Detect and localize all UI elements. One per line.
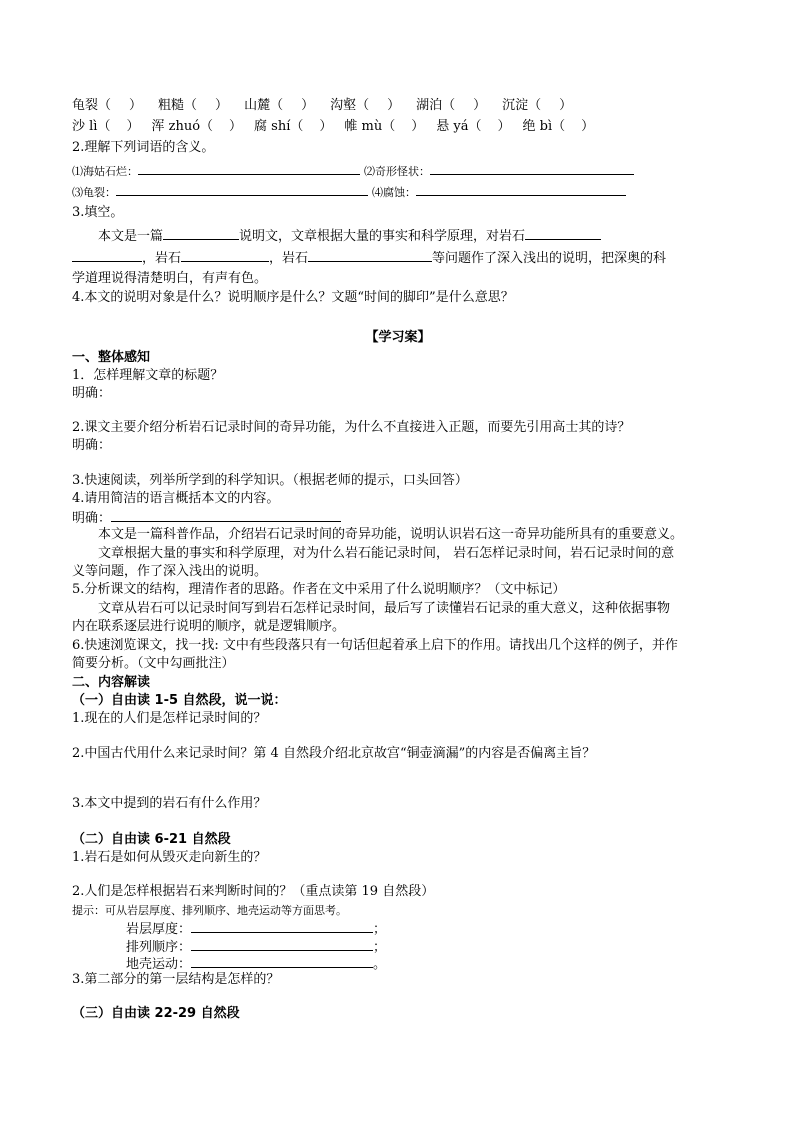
q4-question: 4.本文的说明对象是什么？说明顺序是什么？文题“时间的脚印”是什么意思？ (72, 290, 514, 305)
part2-s2q3: 3.第二部分的第一层结构是怎样的？ (72, 972, 280, 987)
q3-text-e: 等问题作了深入浅出的说明，把深奥的科 (432, 251, 667, 266)
vocab-item: 沟壑（ (330, 98, 370, 113)
vocab-item: 山麓（ (244, 98, 284, 113)
section-title: 【学习案】 (365, 330, 431, 345)
term-1-blank[interactable] (138, 160, 360, 175)
hint-thickness-blank[interactable] (191, 918, 373, 933)
q3-blank-2[interactable] (525, 225, 601, 240)
hint-thickness-label: 岩层厚度： (126, 922, 192, 937)
vocab-item: 腐 shí（ (254, 119, 304, 134)
part1-p4a: 本文是一篇科普作品，介绍岩石记录时间的奇异功能，说明认识岩石这一奇异功能所具有的重要意义。 (98, 527, 684, 542)
part1-ming4: 明确： (72, 511, 112, 526)
part1-ming2: 明确： (72, 438, 112, 453)
q3-blank-1[interactable] (163, 225, 239, 240)
vocab-paren: ） (129, 98, 143, 113)
part1-q3: 3.快速阅读，列举所学到的科学知识。（根据老师的提示，口头回答） (72, 473, 468, 488)
vocab-item: 粗糙（ (158, 98, 198, 113)
part2-s1q3: 3.本文中提到的岩石有什么作用？ (72, 796, 267, 811)
part1-q2: 2.课文主要介绍分析岩石记录时间的奇异功能，为什么不直接进入正题，而要先引用高士其的诗？ (72, 420, 631, 435)
vocab-paren: ） (473, 98, 487, 113)
vocab-item: 湖泊（ (416, 98, 456, 113)
part2-s1q1: 1.现在的人们是怎样记录时间的？ (72, 711, 267, 726)
q3-line-3: 学道理说得清楚明白，有声有色。 (72, 271, 268, 286)
vocab-paren: ） (387, 98, 401, 113)
vocab-paren: ） (319, 119, 333, 134)
hint-order-blank[interactable] (191, 936, 373, 951)
q3-blank-4[interactable] (181, 247, 269, 262)
vocab-paren: ） (559, 98, 573, 113)
part2-s1: （一）自由读 1-5 自然段，说一说： (72, 693, 287, 708)
vocab-paren: ） (126, 119, 140, 134)
vocab-item: 沙 lì（ (72, 119, 111, 134)
q3-line-1 (98, 225, 601, 247)
part1-p4b2: 义等问题，作了深入浅出的说明。 (72, 564, 268, 579)
term-3-blank[interactable] (116, 181, 368, 196)
q3-text-a: 本文是一篇 (98, 229, 164, 244)
hint-order-label: 排列顺序： (126, 940, 192, 955)
ming4-blank[interactable] (111, 507, 341, 522)
term-2-label: ⑵奇形怪状： (364, 165, 430, 178)
q3-line-2 (72, 247, 666, 269)
hint-crust-blank[interactable] (191, 953, 373, 968)
q3-blank-5[interactable] (308, 247, 432, 262)
vocab-paren: ） (411, 119, 425, 134)
term-1-label: ⑴海姑石烂： (72, 165, 138, 178)
vocab-paren: ） (301, 98, 315, 113)
part2-s2q1: 1.岩石是如何从毁灭走向新生的？ (72, 850, 267, 865)
part1-ming1: 明确： (72, 386, 112, 401)
vocab-item: 帷 mù（ (344, 119, 396, 134)
part1-p4b1: 文章根据大量的事实和科学原理，对为什么岩石能记录时间， 岩石怎样记录时间，岩石记录时间的意 (98, 546, 675, 561)
vocab-row-2 (72, 117, 594, 137)
vocab-item: 沉淀（ (502, 98, 542, 113)
part2-s2q2: 2.人们是怎样根据岩石来判断时间的？（重点读第 19 自然段） (72, 884, 435, 899)
q3-title: 3.填空。 (72, 205, 124, 220)
part1-q4: 4.请用简洁的语言概括本文的内容。 (72, 491, 280, 506)
part1-q6a: 6.快速浏览课文，找一找: 文中有些段落只有一句话但起着承上启下的作用。请找出几个这样的例子，并作 (72, 638, 678, 653)
q2-title: 2.理解下列词语的含义。 (72, 140, 215, 155)
q3-blank-3[interactable] (72, 247, 142, 262)
part2-hint: 提示：可从岩层厚度、排列顺序、地壳运动等方面思考。 (72, 904, 347, 917)
part1-p5b: 内在联系逐层进行说明的顺序，就是逻辑顺序。 (72, 619, 346, 634)
vocab-item: 浑 zhuó（ (151, 119, 214, 134)
part1-p5a: 文章从岩石可以记录时间写到岩石怎样记录时间，最后写了读懂岩石记录的重大意义，这种依据事物 (98, 601, 671, 616)
q2-line-1 (72, 160, 634, 182)
part2-s3: （三）自由读 22-29 自然段 (72, 1006, 240, 1021)
vocab-paren: ） (215, 98, 229, 113)
vocab-paren: ） (581, 119, 595, 134)
q3-text-d: ，岩石 (269, 251, 309, 266)
part2-s2: （二）自由读 6-21 自然段 (72, 832, 231, 847)
vocab-item: 龟裂（ (72, 98, 112, 113)
vocab-item: 悬 yá（ (436, 119, 482, 134)
semicolon: ； (373, 922, 387, 937)
q3-text-b: 说明文，文章根据大量的事实和科学原理，对岩石 (239, 229, 526, 244)
hint-crust-label: 地壳运动： (126, 957, 192, 972)
vocab-paren: ） (497, 119, 511, 134)
part1-heading: 一、整体感知 (72, 350, 151, 365)
semicolon: ； (373, 940, 387, 955)
part1-q5: 5.分析课文的结构，理清作者的思路。作者在文中采用了什么说明顺序？（文中标记） (72, 582, 566, 597)
part2-s1q2: 2.中国古代用什么来记录时间？第 4 自然段介绍北京故宫“铜壶滴漏”的内容是否偏离主旨？ (72, 746, 596, 761)
vocab-row-1 (72, 96, 572, 116)
q2-line-2 (72, 181, 626, 203)
part2-heading: 二、内容解读 (72, 675, 151, 690)
part1-q6b: 简要分析。（文中勾画批注） (72, 656, 235, 671)
term-4-label: ⑷腐蚀： (372, 186, 416, 199)
term-3-label: ⑶龟裂： (72, 186, 116, 199)
vocab-paren: ） (229, 119, 243, 134)
vocab-item: 绝 bì（ (522, 119, 566, 134)
period: 。 (373, 957, 387, 972)
part1-q1: 1．怎样理解文章的标题？ (72, 368, 224, 383)
q3-text-c: ，岩石 (142, 251, 182, 266)
term-4-blank[interactable] (416, 181, 626, 196)
term-2-blank[interactable] (430, 160, 634, 175)
